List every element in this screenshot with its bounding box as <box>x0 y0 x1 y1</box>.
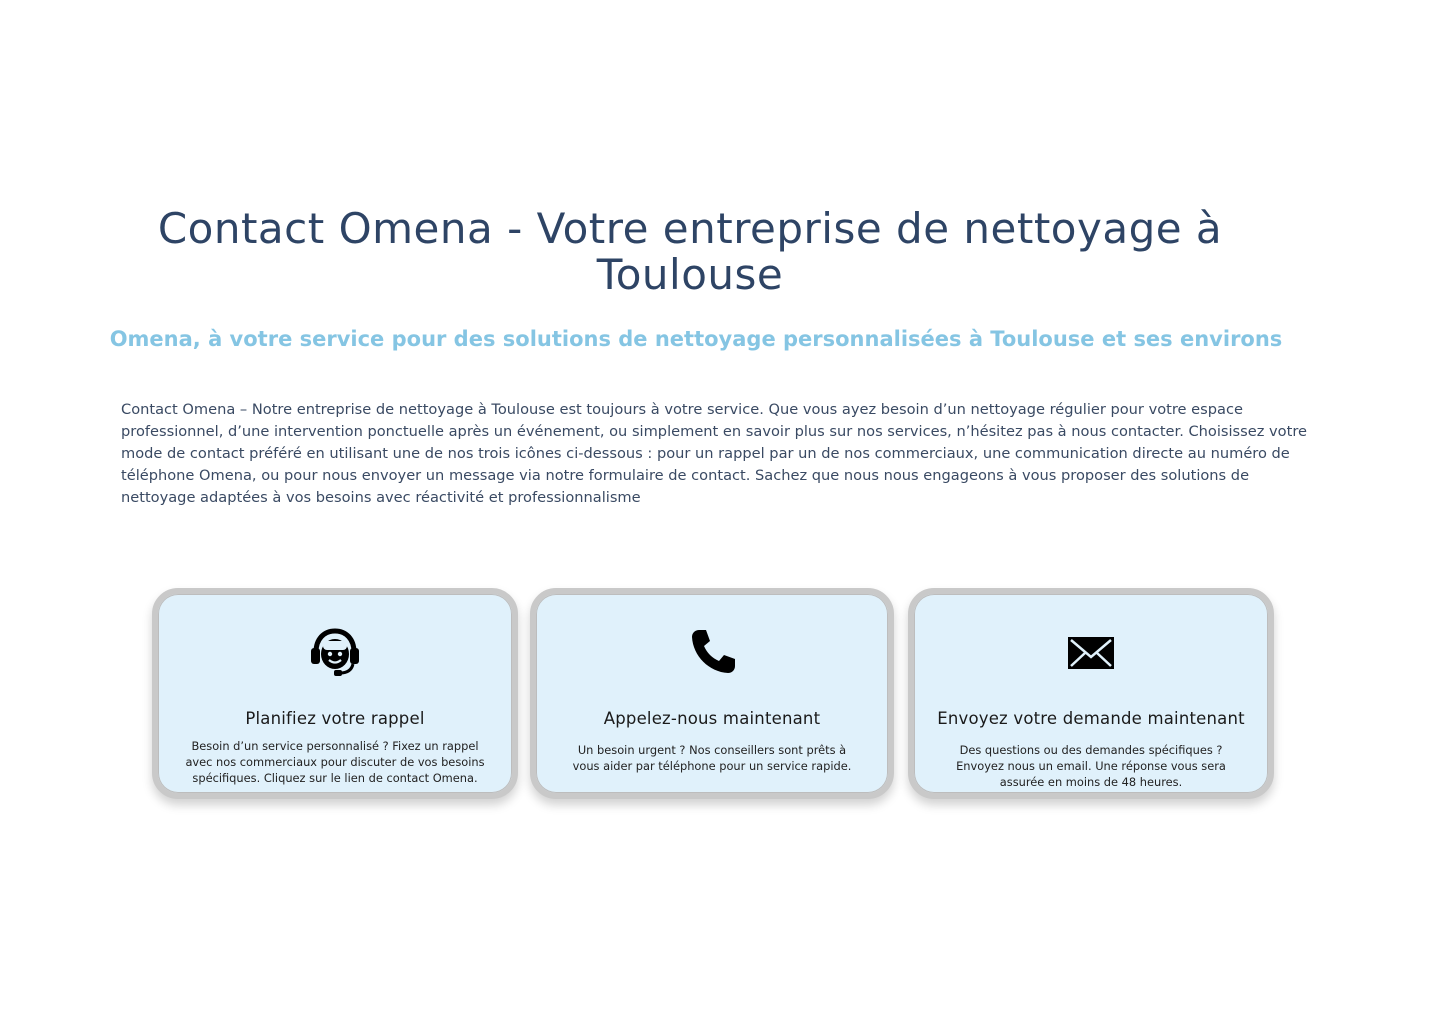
page-subtitle: Omena, à votre service pour des solutions de nettoyage personnalisées à Toulouse et ses environs <box>109 327 1283 351</box>
card-description: Besoin d’un service personnalisé ? Fixez un rappel avec nos commerciaux pour discuter de vos besoins spécifiques. Cliquez sur le lien de contact Omena. <box>185 739 485 785</box>
phone-icon[interactable] <box>684 624 740 680</box>
email-card[interactable] <box>908 588 1274 799</box>
headset-agent-icon[interactable] <box>307 624 363 680</box>
card-description: Un besoin urgent ? Nos conseillers sont prêts à vous aider par téléphone pour un service rapide. <box>572 743 852 773</box>
card-title[interactable]: Appelez-nous maintenant <box>603 709 821 728</box>
callback-card[interactable] <box>152 588 518 799</box>
envelope-icon[interactable] <box>1063 624 1119 680</box>
card-title[interactable]: Planifiez votre rappel <box>245 709 425 728</box>
call-card[interactable] <box>530 588 894 799</box>
intro-paragraph: Contact Omena – Notre entreprise de nettoyage à Toulouse est toujours à votre service. Que vous ayez besoin d’un nettoyage régulier pour votre espace professionnel, d’une intervention ponctuelle après un événement, ou simplement en savoir plus sur nos services, n’hésitez pas à nous contacter. Choisissez votre mode de contact préféré en utilisant une de nos trois icônes ci-dessous : pour un rappel par un de nos commerciaux, une communication directe au numéro de téléphone Omena, ou pour nous envoyer un message via notre formulaire de contact. Sachez que nous nous engageons à vous proposer des solutions de nettoyage adaptées à vos besoins avec réactivité et professionnalisme <box>121 401 1307 506</box>
card-title[interactable]: Envoyez votre demande maintenant <box>937 709 1245 728</box>
page-title: Contact Omena - Votre entreprise de nettoyage à Toulouse <box>157 204 1223 299</box>
card-description: Des questions ou des demandes spécifiques ? Envoyez nous un email. Une réponse vous sera assurée en moins de 48 heures. <box>956 743 1226 789</box>
